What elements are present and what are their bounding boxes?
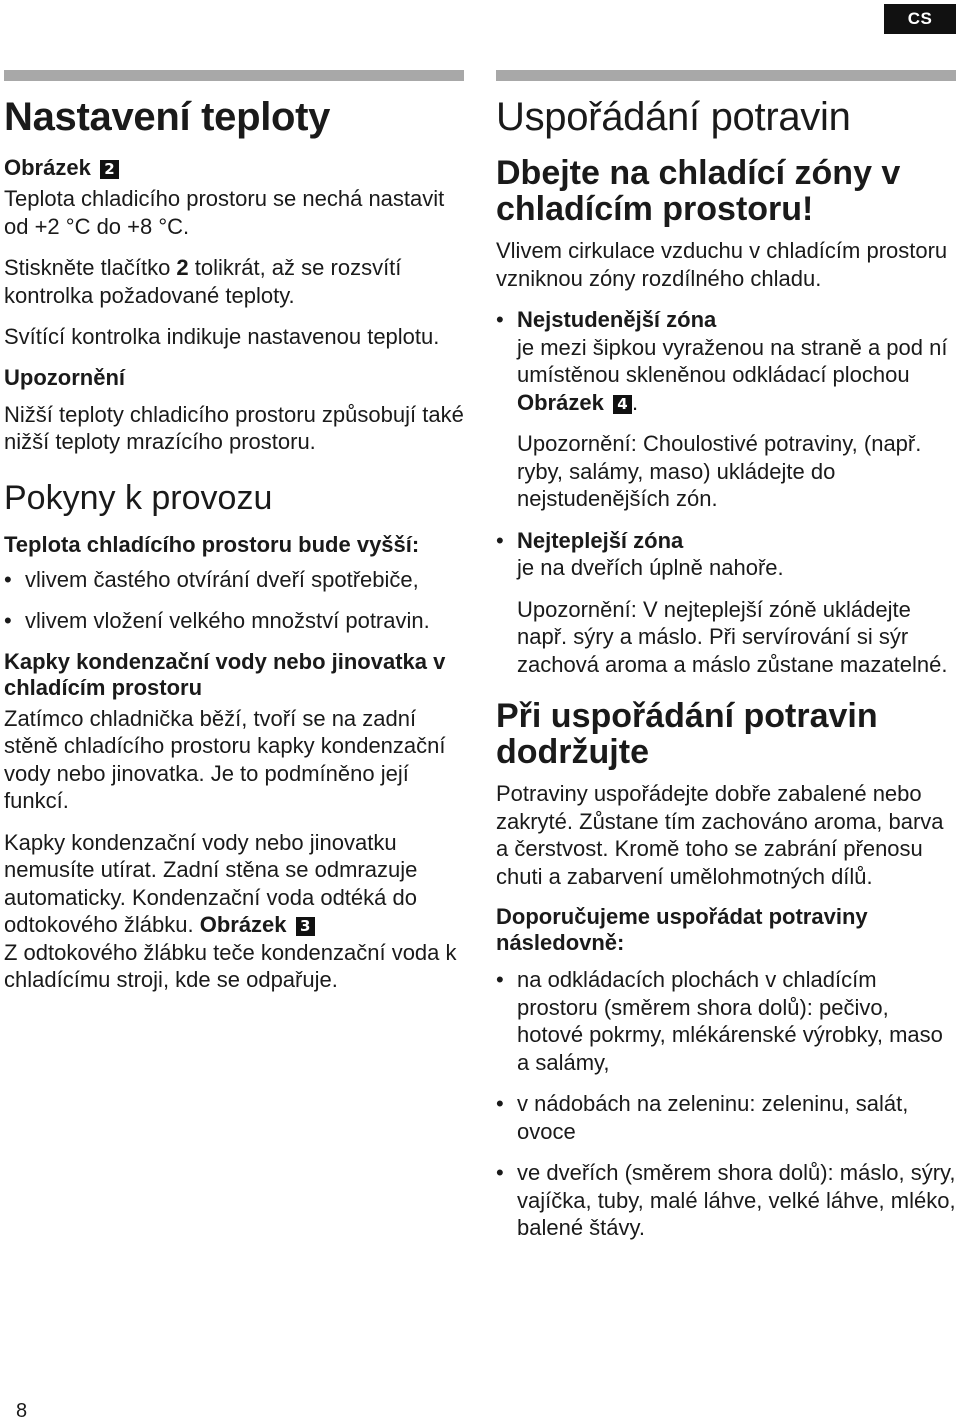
zone-note: Upozornění: Choulostivé potraviny, (např. ryby, salámy, maso) ukládejte do nejstudenějších zón. [517, 431, 922, 511]
figure-number-tag: 2 [100, 160, 119, 179]
page-title-temperature: Nastavení teploty [4, 95, 331, 139]
subheading-recommendation: Doporučujeme uspořádat potraviny následovně: [496, 904, 868, 955]
list-item-coldest-zone [496, 306, 956, 513]
figure-number-tag: 4 [613, 395, 632, 414]
section-title-zones: Dbejte na chladící zóny v chladícím prostoru! [496, 154, 901, 228]
paragraph-arrangement: Potraviny uspořádejte dobře zabalené nebo zakryté. Zůstane tím zachováno aroma, barva a čerstvost. Kromě toho se zabrání přenosu chuti a zabarvení umělohmotných dílů. [496, 781, 944, 889]
paragraph-press-button [4, 254, 464, 309]
paragraph-indicator: Svítící kontrolka indikuje nastavenou teplotu. [4, 324, 440, 349]
text-fragment: Kapky kondenzační vody nebo jinovatku nemusíte utírat. Zadní stěna se odmrazuje automaticky. Kondenzační voda odtéká do odtokového žlábku. [4, 829, 418, 937]
zone-heading: • Nejstudenější zóna [517, 307, 717, 332]
figure-label: Obrázek [517, 389, 604, 415]
paragraph-temp-range: Teplota chladicího prostoru se nechá nastavit od +2 °C do +8 °C. [4, 186, 445, 239]
section-rule [496, 70, 956, 81]
figure-number-tag: 3 [296, 917, 315, 936]
note-text: Nižší teploty chladicího prostoru způsobují také nižší teploty mrazícího prostoru. [4, 401, 464, 454]
language-badge: CS [884, 4, 956, 34]
text-fragment: Z odtokového žlábku teče kondenzační voda k chladícímu stroji, kde se odpařuje. [4, 939, 457, 992]
zone-note: Upozornění: V nejteplejší zóně ukládejte např. sýry a máslo. Při servírování si sýr zachová aroma a máslo zůstane mazatelné. [517, 596, 948, 677]
list-item: • vlivem vložení velkého množství potravin. [4, 607, 464, 635]
list-item: • v nádobách na zeleninu: zeleninu, salát, ovoce [496, 1090, 956, 1145]
list-recommendation [496, 966, 956, 1242]
text-fragment: Stiskněte tlačítko [4, 255, 177, 280]
paragraph-condensation-1: Zatímco chladnička běží, tvoří se na zadní stěně chladícího prostoru kapky kondenzační vody nebo jinovatka. Je to podmíněno její funkcí. [4, 705, 446, 813]
zone-heading: • Nejteplejší zóna [517, 527, 684, 553]
list-higher-temp [4, 566, 464, 635]
text-fragment: . [631, 389, 639, 415]
section-rule [4, 70, 464, 81]
zone-text: je mezi šipkou vyraženou na straně a pod ní umístěnou skleněnou odkládací plochou [517, 334, 948, 387]
paragraph-zones: Vlivem cirkulace vzduchu v chladícím prostoru vzniknou zóny rozdílného chladu. [496, 238, 948, 291]
right-column [496, 70, 956, 1256]
section-title-operation: Pokyny k provozu [4, 478, 273, 517]
zone-text: je na dveřích úplně nahoře. [517, 555, 784, 580]
page-title-food-arrangement: Uspořádání potravin [496, 95, 851, 139]
list-item: • vlivem častého otvírání dveří spotřebiče, [4, 566, 464, 594]
figure-label: Obrázek [4, 155, 91, 180]
subheading-condensation: Kapky kondenzační vody nebo jinovatka v chladícím prostoru [4, 648, 446, 700]
left-column [4, 70, 464, 1008]
paragraph-condensation-2 [4, 829, 464, 994]
list-item: • ve dveřích (směrem shora dolů): máslo, sýry, vajíčka, tuby, malé láhve, velké láhve, mléko, balené štávy. [496, 1159, 956, 1242]
list-zones [496, 306, 956, 678]
section-title-arrangement-rules: Při uspořádání potravin dodržujte [496, 697, 878, 771]
note-heading: Upozornění [4, 364, 125, 390]
list-item-warmest-zone [496, 527, 956, 679]
button-number: 2 [176, 255, 189, 280]
text-fragment: tolikrát, až se rozsvítí kontrolka požadované teploty. [4, 255, 402, 308]
page-number: 8 [16, 1400, 28, 1422]
figure-label: Obrázek [199, 912, 287, 937]
subheading-higher-temp: Teplota chladícího prostoru bude vyšší: [4, 531, 420, 557]
figure-reference [4, 155, 464, 181]
list-item: • na odkládacích plochách v chladícím prostoru (směrem shora dolů): pečivo, hotové pokrmy, mlékárenské výrobky, maso a salámy, [496, 966, 956, 1076]
